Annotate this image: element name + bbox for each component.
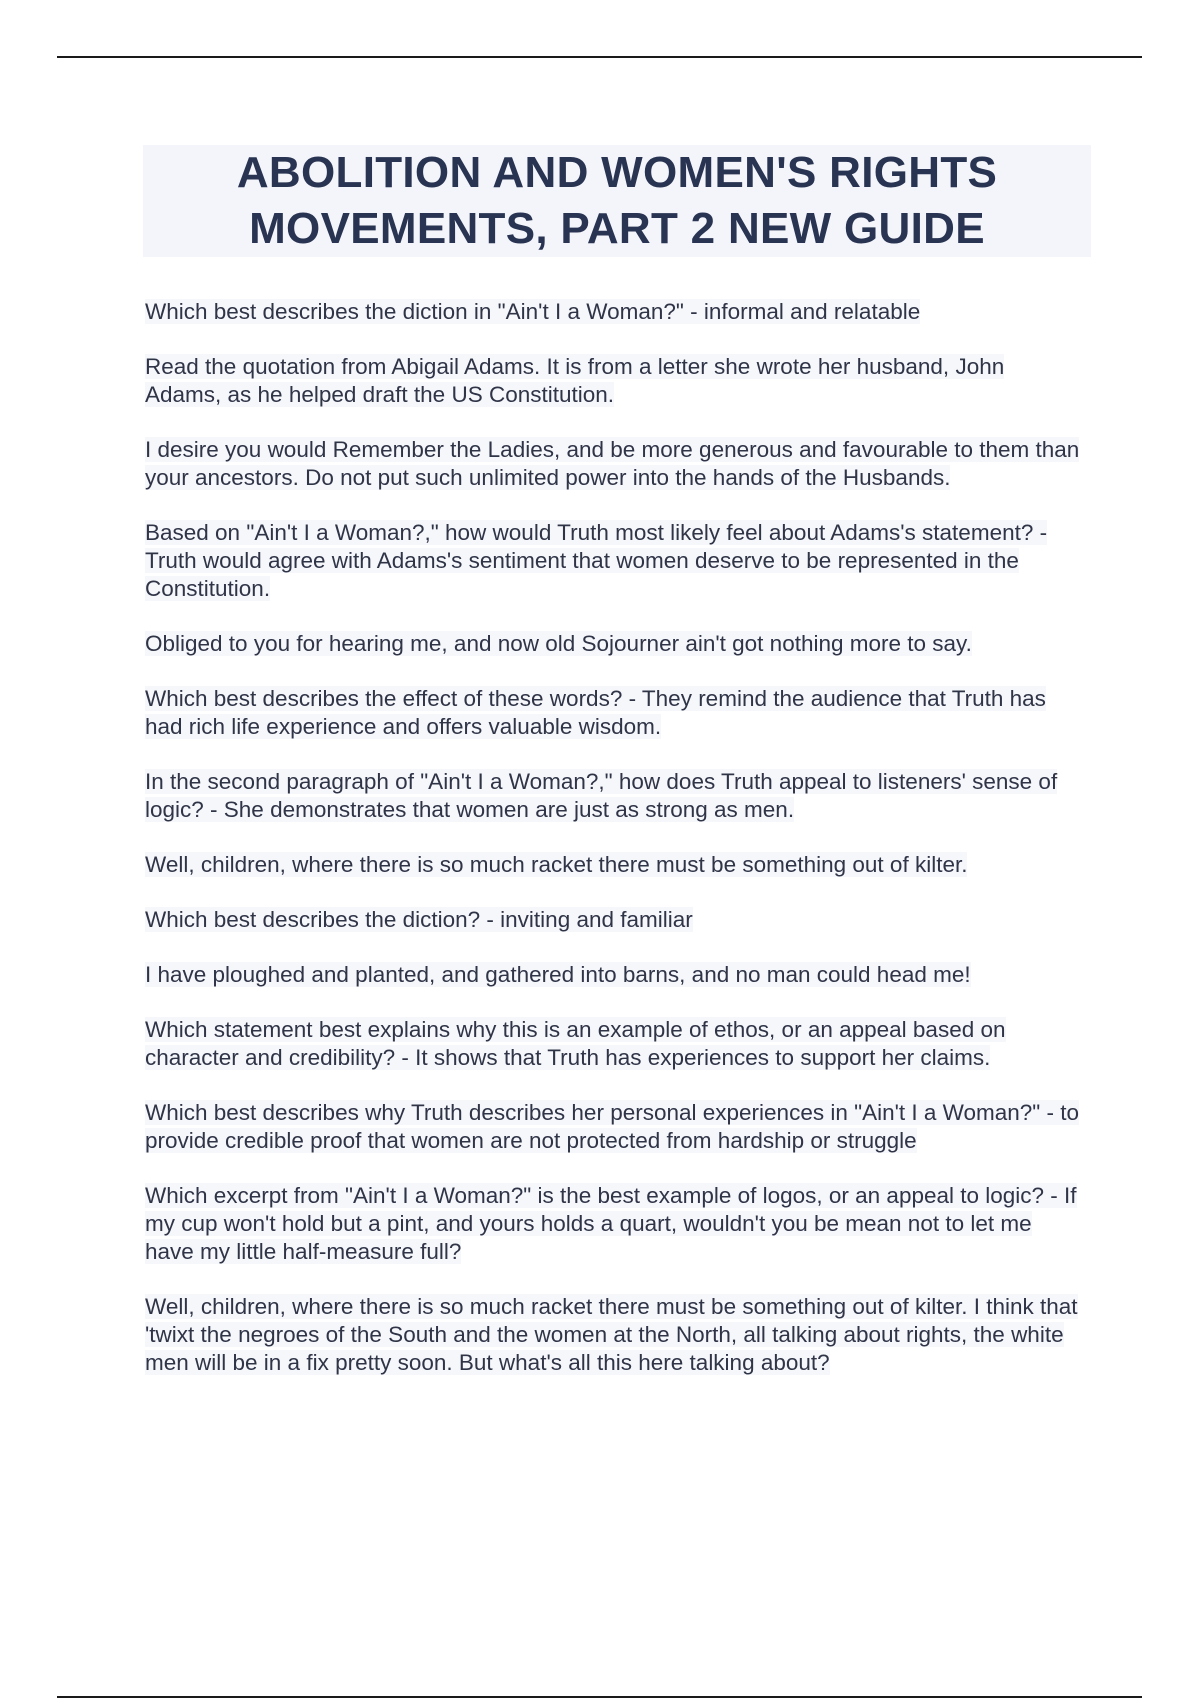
bottom-rule [57,1696,1142,1698]
paragraph: Which best describes why Truth describes her personal experiences in "Ain't I a Woman?" - to provide credible proof that women are not protected from hardship or struggle [145,1100,1080,1153]
paragraph: Based on "Ain't I a Woman?," how would Truth most likely feel about Adams's statement? - Truth would agree with Adams's sentiment that women deserve to be represented in the Constitution. [145,520,1048,601]
paragraph: Which best describes the effect of these words? - They remind the audience that Truth has had rich life experience and offers valuable wisdom. [145,686,1046,739]
document-title: ABOLITION AND WOMEN'S RIGHTS MOVEMENTS, PART 2 NEW GUIDE [236,148,998,253]
title-banner [143,145,1091,257]
paragraph: I have ploughed and planted, and gathered into barns, and no man could head me! [145,962,971,987]
paragraph: Which best describes the diction in "Ain't I a Woman?" - informal and relatable [145,299,921,324]
paragraph: Which best describes the diction? - inviting and familiar [145,907,693,932]
paragraph: In the second paragraph of "Ain't I a Woman?," how does Truth appeal to listeners' sense of logic? - She demonstrates that women are just as strong as men. [145,769,1058,822]
paragraph: Which excerpt from "Ain't I a Woman?" is the best example of logos, or an appeal to logic? - If my cup won't hold but a pint, and yours holds a quart, wouldn't you be mean not to let me have my little half-measure full? [145,1183,1077,1264]
paragraph: Well, children, where there is so much racket there must be something out of kilter. [145,852,968,877]
paragraph: Well, children, where there is so much racket there must be something out of kilter. I think that 'twixt the negroes of the South and the women at the North, all talking about rights, the white men will be in a fix pretty soon. But what's all this here talking about? [145,1294,1078,1375]
paragraph: Which statement best explains why this is an example of ethos, or an appeal based on character and credibility? - It shows that Truth has experiences to support her claims. [145,1017,1006,1070]
paragraph: I desire you would Remember the Ladies, and be more generous and favourable to them than your ancestors. Do not put such unlimited power into the hands of the Husbands. [145,437,1080,490]
top-rule [57,56,1142,58]
paragraph: Read the quotation from Abigail Adams. It is from a letter she wrote her husband, John Adams, as he helped draft the US Constitution. [145,354,1005,407]
paragraph: Obliged to you for hearing me, and now old Sojourner ain't got nothing more to say. [145,631,972,656]
document-body [145,298,1085,1404]
